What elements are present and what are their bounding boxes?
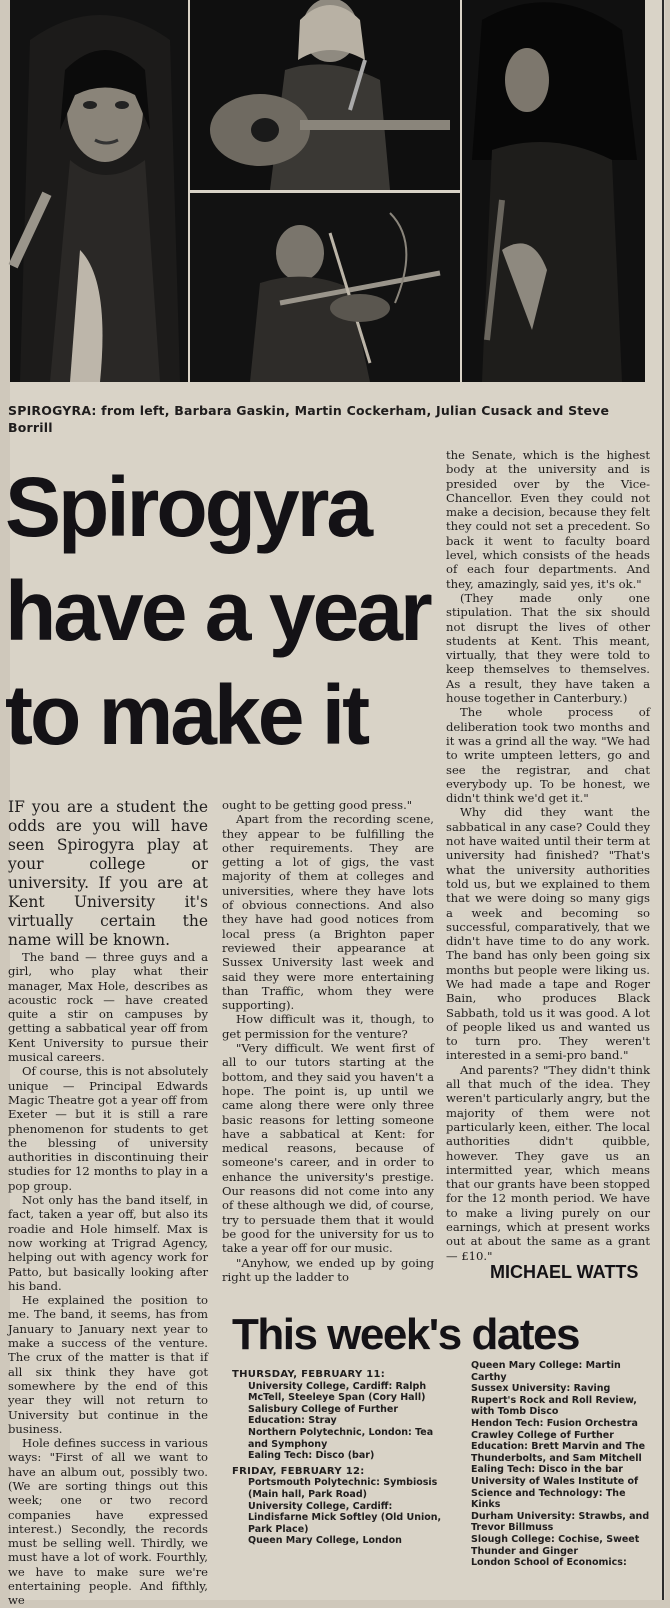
dates-entry: Northern Polytechnic, London: Tea and Symphony bbox=[248, 1426, 434, 1450]
dates-entry: Hendon Tech: Fusion Orchestra bbox=[471, 1417, 638, 1429]
dates-entry: Durham University: Strawbs, and Trevor Billmuss bbox=[471, 1510, 650, 1534]
article-column-2 bbox=[222, 798, 434, 1308]
dates-entry: University College, Cardiff: Lindisfarne Mick Softley (Old Union, Park Place) bbox=[248, 1500, 442, 1535]
dates-entry: Queen Mary College, London bbox=[248, 1535, 402, 1547]
dates-entry: Slough College: Cochise, Sweet Thunder and Ginger bbox=[471, 1533, 640, 1557]
paragraph: How difficult was it, though, to get permission for the venture? bbox=[222, 1012, 434, 1041]
photo-julian-cusack bbox=[190, 193, 460, 382]
paragraph: The whole process of deliberation took two months and it was a grind all the way. "We had to write umpteen letters, go and see the registrar, and chat everybody up. To be honest, we didn't think we'd get it." bbox=[446, 705, 650, 806]
dates-entry: Sussex University: Raving Rupert's Rock and Roll Review, with Tomb Disco bbox=[471, 1383, 637, 1418]
dates-day: THURSDAY, FEBRUARY 11: bbox=[232, 1369, 386, 1380]
byline: MICHAEL WATTS bbox=[490, 1262, 639, 1282]
headline-line: to make it bbox=[5, 668, 368, 762]
photo-martin-cockerham bbox=[190, 0, 460, 190]
paragraph: Why did they want the sabbatical in any case? Could they not have waited until their term at university had finished? "That's what the university authorities told us, but we explained to them that we were doing so many gigs a week and becoming so successful, comparatively, that we didn't have time to do any work. The band has only been going six months but people were liking us. We had made a tape and Roger Bain, who produces Black Sabbath, told us it was good. A lot of people liked us and wanted us to turn pro. They weren't interested in a semi-pro band." bbox=[446, 805, 650, 1063]
dates-entry: Ealing Tech: Disco (bar) bbox=[248, 1450, 375, 1462]
paragraph: ought to be getting good press." bbox=[222, 798, 413, 812]
dates-day: FRIDAY, FEBRUARY 12: bbox=[232, 1465, 365, 1477]
dates-entry: Portsmouth Polytechnic: Symbiosis (Main hall, Park Road) bbox=[248, 1477, 438, 1500]
paragraph: He explained the position to me. The band, it seems, has from January to January next year to make a success of the venture. The crux of the matter is that if all six think they have got somewhere by the end of this year they will not return to University but continue in the business. bbox=[8, 1293, 208, 1436]
dates-entry: Salisbury College of Further Education: Stray bbox=[248, 1403, 399, 1427]
photo-caption: SPIROGYRA: from left, Barbara Gaskin, Martin Cockerham, Julian Cusack and Steve Borrill bbox=[8, 403, 610, 435]
article-column-3 bbox=[446, 448, 650, 1298]
headline-line: Spirogyra bbox=[5, 460, 371, 554]
dates-entry: London School of Economics: bbox=[471, 1557, 627, 1569]
dates-column-2 bbox=[455, 1360, 651, 1600]
paragraph: "Very difficult. We went first of all to our tutors starting at the bottom, and they said you haven't a hope. The point is, up until we came along there were only three basic reasons for letting someone have a sabbatical at Kent: for medical reasons, because of someone's career, and in order to enhance the university's prestige. Our reasons did not come into any of these although we did, of course, try to persuade them that it would be good for the university for us to take a year off for our music. bbox=[222, 1041, 434, 1256]
dates-entry: Crawley College of Further Education: Brett Marvin and The Thunderbolts, and Sam Mitchell bbox=[471, 1429, 646, 1464]
paragraph: "Anyhow, we ended up by going right up the ladder to bbox=[222, 1255, 434, 1284]
paragraph: And parents? "They didn't think all that much of the idea. They weren't particularly angry, but the majority of them were not particularly keen, either. The local authorities didn't quibble, however. They gave us an intermitted year, which means that our grants have been stopped for the 12 month period. We have to make a living purely on our earnings, which at present works out at about the same as a grant — £10." bbox=[446, 1062, 650, 1263]
headline-line: have a year bbox=[5, 564, 430, 658]
dates-entry: University of Wales Institute of Science and Technology: The Kinks bbox=[471, 1475, 639, 1511]
paragraph: Apart from the recording scene, they appear to be fulfilling the other requirements. They are getting a lot of gigs, the vast majority of them at colleges and universities, where they have lots of obvious connections. And also they have had good notices from local press (a Brighton paper reviewed their appearance at Sussex University last week and said they were more entertaining than Traffic, whom they were supporting). bbox=[222, 812, 434, 1013]
paragraph: the Senate, which is the highest body at the university and is presided over by the Vice-Chancellor. Even they could not make a decision, because they felt they could not set a precedent. So back it went to faculty board level, which consists of the heads of each four departments. And they, amazingly, said yes, it's ok." bbox=[446, 448, 650, 591]
dates-column-1 bbox=[232, 1365, 444, 1600]
lead-paragraph: IF you are a student the odds are you will have seen Spirogyra play at your college or university. If you are at Kent University it's virtually certain the name will be known. bbox=[8, 798, 208, 949]
article-column-1 bbox=[8, 798, 208, 1608]
paragraph: The band — three guys and a girl, who play what their manager, Max Hole, describes as acoustic rock — have created quite a stir on campuses by getting a sabbatical year off from Kent University to pursue their musical careers. bbox=[8, 950, 208, 1065]
headline bbox=[5, 455, 445, 767]
dates-entry: University College, Cardiff: Ralph McTell, Steeleye Span (Cory Hall) bbox=[248, 1380, 427, 1404]
dates-heading: This week's dates bbox=[232, 1310, 579, 1359]
dates-entry: Queen Mary College: Martin Carthy bbox=[471, 1360, 621, 1383]
paragraph: Not only has the band itself, in fact, taken a year off, but also its roadie and Hole himself. Max is now working at Trigrad Agency, helping out with agency work for Patto, but basically looking after his band. bbox=[8, 1193, 208, 1293]
paragraph: (They made only one stipulation. That the six should not disrupt the lives of other students at Kent. This meant, virtually, that they were told to keep themselves to themselves. As a result, they have taken a house together in Canterbury.) bbox=[446, 590, 650, 706]
photo-barbara-gaskin bbox=[10, 0, 188, 382]
paragraph: Hole defines success in various ways: "First of all we want to have an album out, possibly two. (We are sorting things out this week; one or two record companies have expressed interest.) Secondly, the records must be selling well. Thirdly, we must have a lot of work. Fourthly, we have to make sure we're entertaining people. And fifthly, we bbox=[8, 1436, 208, 1608]
dates-entry: Ealing Tech: Disco in the bar bbox=[471, 1464, 623, 1476]
photo-steve-borrill bbox=[462, 0, 645, 382]
paragraph: Of course, this is not absolutely unique — Principal Edwards Magic Theatre got a year off from Exeter — but it is still a rare phenomenon for students to get the blessing of university authorities in discontinuing their studies for 12 months to play in a pop group. bbox=[8, 1064, 208, 1193]
column-rule bbox=[662, 0, 664, 1600]
